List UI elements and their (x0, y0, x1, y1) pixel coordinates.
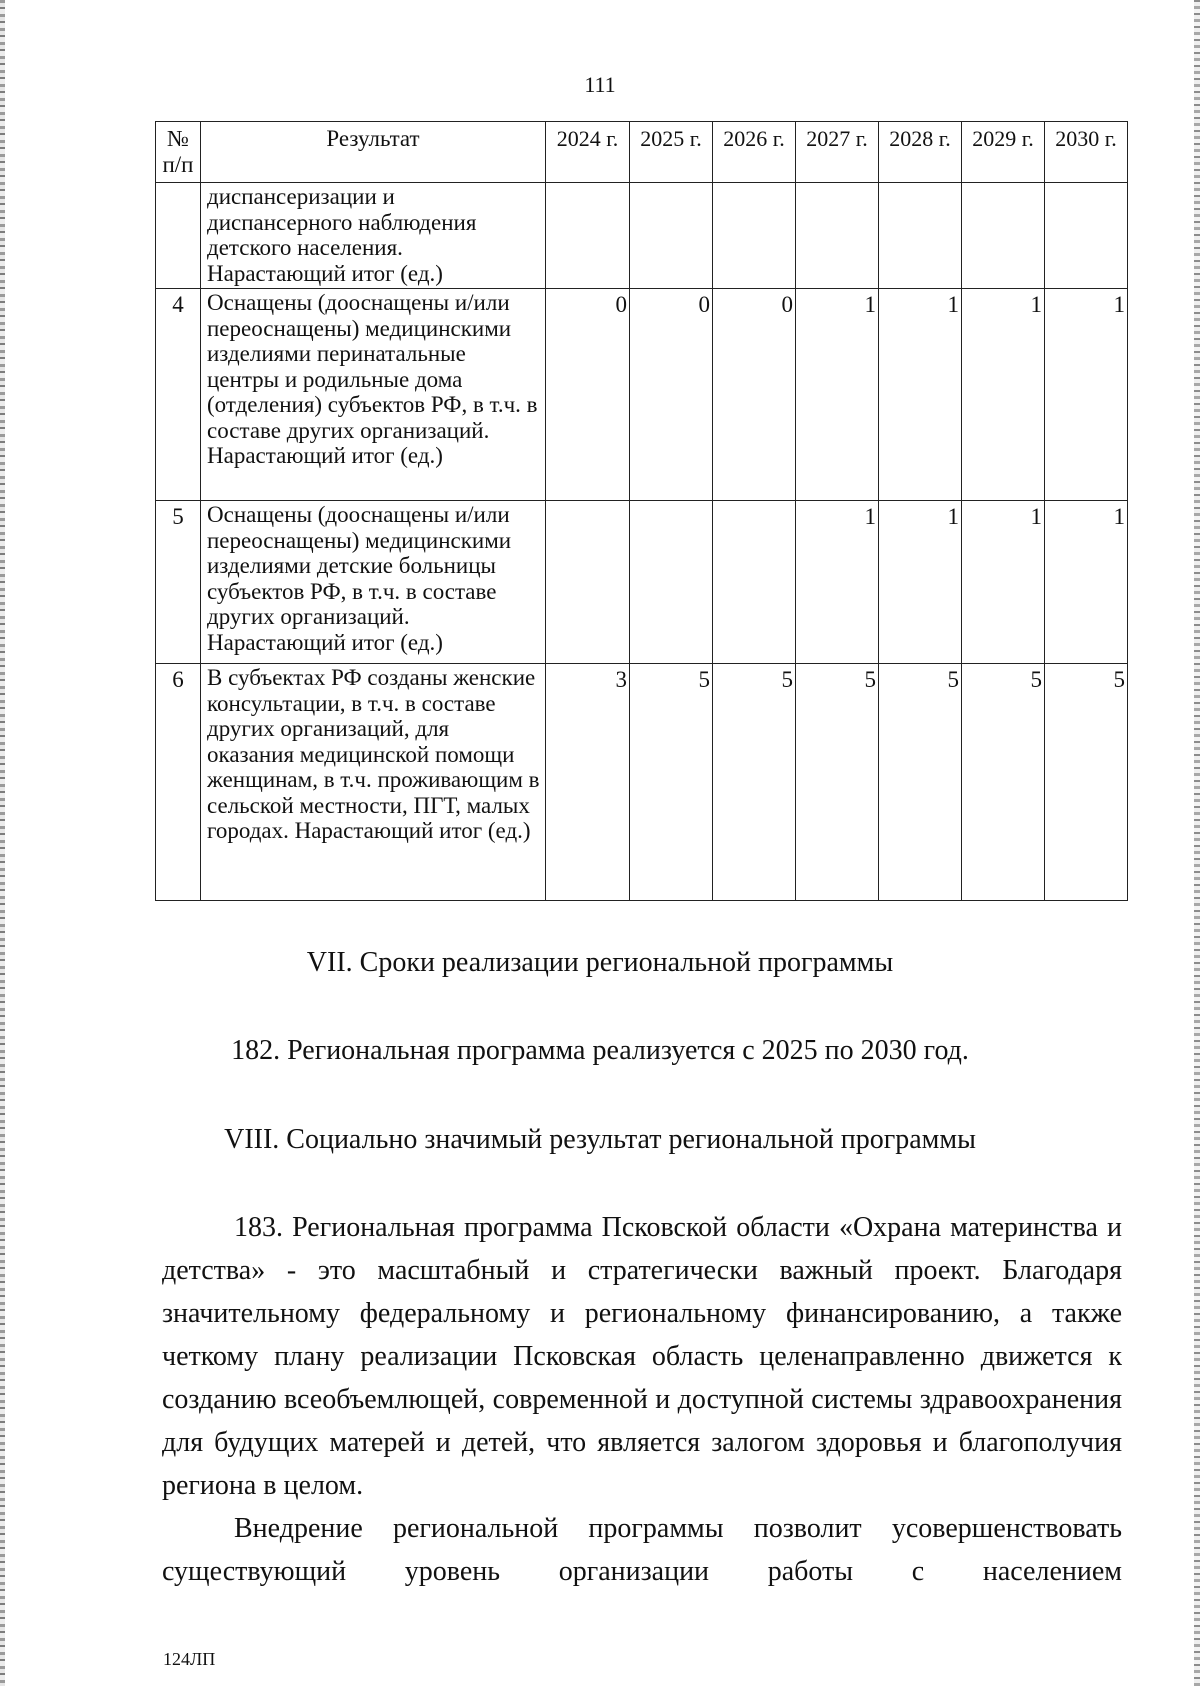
paragraph-intro: Внедрение региональной программы позволит усовершенствовать существующий уровень организации работы с населением (162, 1513, 1122, 1587)
row-value (546, 183, 630, 289)
row-num: 6 (156, 664, 201, 901)
table-row (156, 501, 1128, 664)
header-year: 2025 г. (630, 122, 713, 183)
scan-edge-right (1194, 0, 1200, 1686)
table-row (156, 664, 1128, 901)
row-value (1045, 183, 1128, 289)
row-value (962, 183, 1045, 289)
table-row (156, 289, 1128, 501)
row-value: 1 (1045, 289, 1128, 501)
row-value: 1 (879, 501, 962, 664)
row-value: 5 (796, 664, 879, 901)
row-result: диспансеризации и диспансерного наблюдения детского населения. Нарастающий итог (ед.) (201, 183, 546, 289)
row-value: 1 (962, 289, 1045, 501)
row-value: 5 (1045, 664, 1128, 901)
paragraph-183: 183. Региональная программа Псковской области «Охрана материнства и детства» - это масштабный и стратегически важный проект. Благодаря значительному федеральному и региональному финансированию, а также четкому плану реализации Псковская область целенаправленно движется к созданию всеобъемлющей, современной и доступной системы здравоохранения для будущих матерей и детей, что является залогом здоровья и благополучия региона в целом. (162, 1212, 1122, 1501)
row-value: 3 (546, 664, 630, 901)
row-value: 5 (962, 664, 1045, 901)
row-value: 5 (630, 664, 713, 901)
row-value: 1 (796, 289, 879, 501)
row-result: Оснащены (дооснащены и/или переоснащены) медицинскими изделиями детские больницы субъектов РФ, в т.ч. в составе других организаций. Нарастающий итог (ед.) (201, 501, 546, 664)
row-value: 0 (713, 289, 796, 501)
row-value (630, 501, 713, 664)
header-year: 2026 г. (713, 122, 796, 183)
header-year: 2027 г. (796, 122, 879, 183)
row-value (546, 501, 630, 664)
row-value (879, 183, 962, 289)
row-result: Оснащены (дооснащены и/или переоснащены) медицинскими изделиями перинатальные центры и родильные дома (отделения) субъектов РФ, в т.ч. в составе других организаций. Нарастающий итог (ед.) (201, 289, 546, 501)
row-value: 1 (879, 289, 962, 501)
paragraph-183-block (162, 1206, 1122, 1593)
row-value: 1 (796, 501, 879, 664)
header-year: 2028 г. (879, 122, 962, 183)
row-value (713, 501, 796, 664)
row-value (796, 183, 879, 289)
table-row (156, 183, 1128, 289)
header-result: Результат (201, 122, 546, 183)
row-num (156, 183, 201, 289)
scan-edge-left (0, 0, 5, 1686)
row-num: 4 (156, 289, 201, 501)
row-value: 0 (546, 289, 630, 501)
row-value: 0 (630, 289, 713, 501)
row-value: 1 (1045, 501, 1128, 664)
header-year: 2024 г. (546, 122, 630, 183)
footer-code: 124ЛП (163, 1649, 216, 1669)
row-value: 1 (962, 501, 1045, 664)
table-header-row (156, 122, 1128, 183)
paragraph-182: 182. Региональная программа реализуется с 2025 по 2030 год. (231, 1035, 969, 1066)
row-value: 5 (713, 664, 796, 901)
row-result: В субъектах РФ созданы женские консультации, в т.ч. в составе других организаций, для оказания медицинской помощи женщинам, в т.ч. проживающим в сельской местности, ПГТ, малых городах. Нарастающий итог (ед.) (201, 664, 546, 901)
row-value (713, 183, 796, 289)
row-value: 5 (879, 664, 962, 901)
row-value (630, 183, 713, 289)
header-num: № п/п (156, 122, 201, 183)
header-year: 2029 г. (962, 122, 1045, 183)
results-table (155, 121, 1128, 901)
section-8-heading: VIII. Социально значимый результат региональной программы (224, 1124, 976, 1155)
section-7-heading: VII. Сроки реализации региональной программы (306, 947, 894, 978)
row-num: 5 (156, 501, 201, 664)
header-year: 2030 г. (1045, 122, 1128, 183)
page-number: 111 (584, 72, 616, 97)
